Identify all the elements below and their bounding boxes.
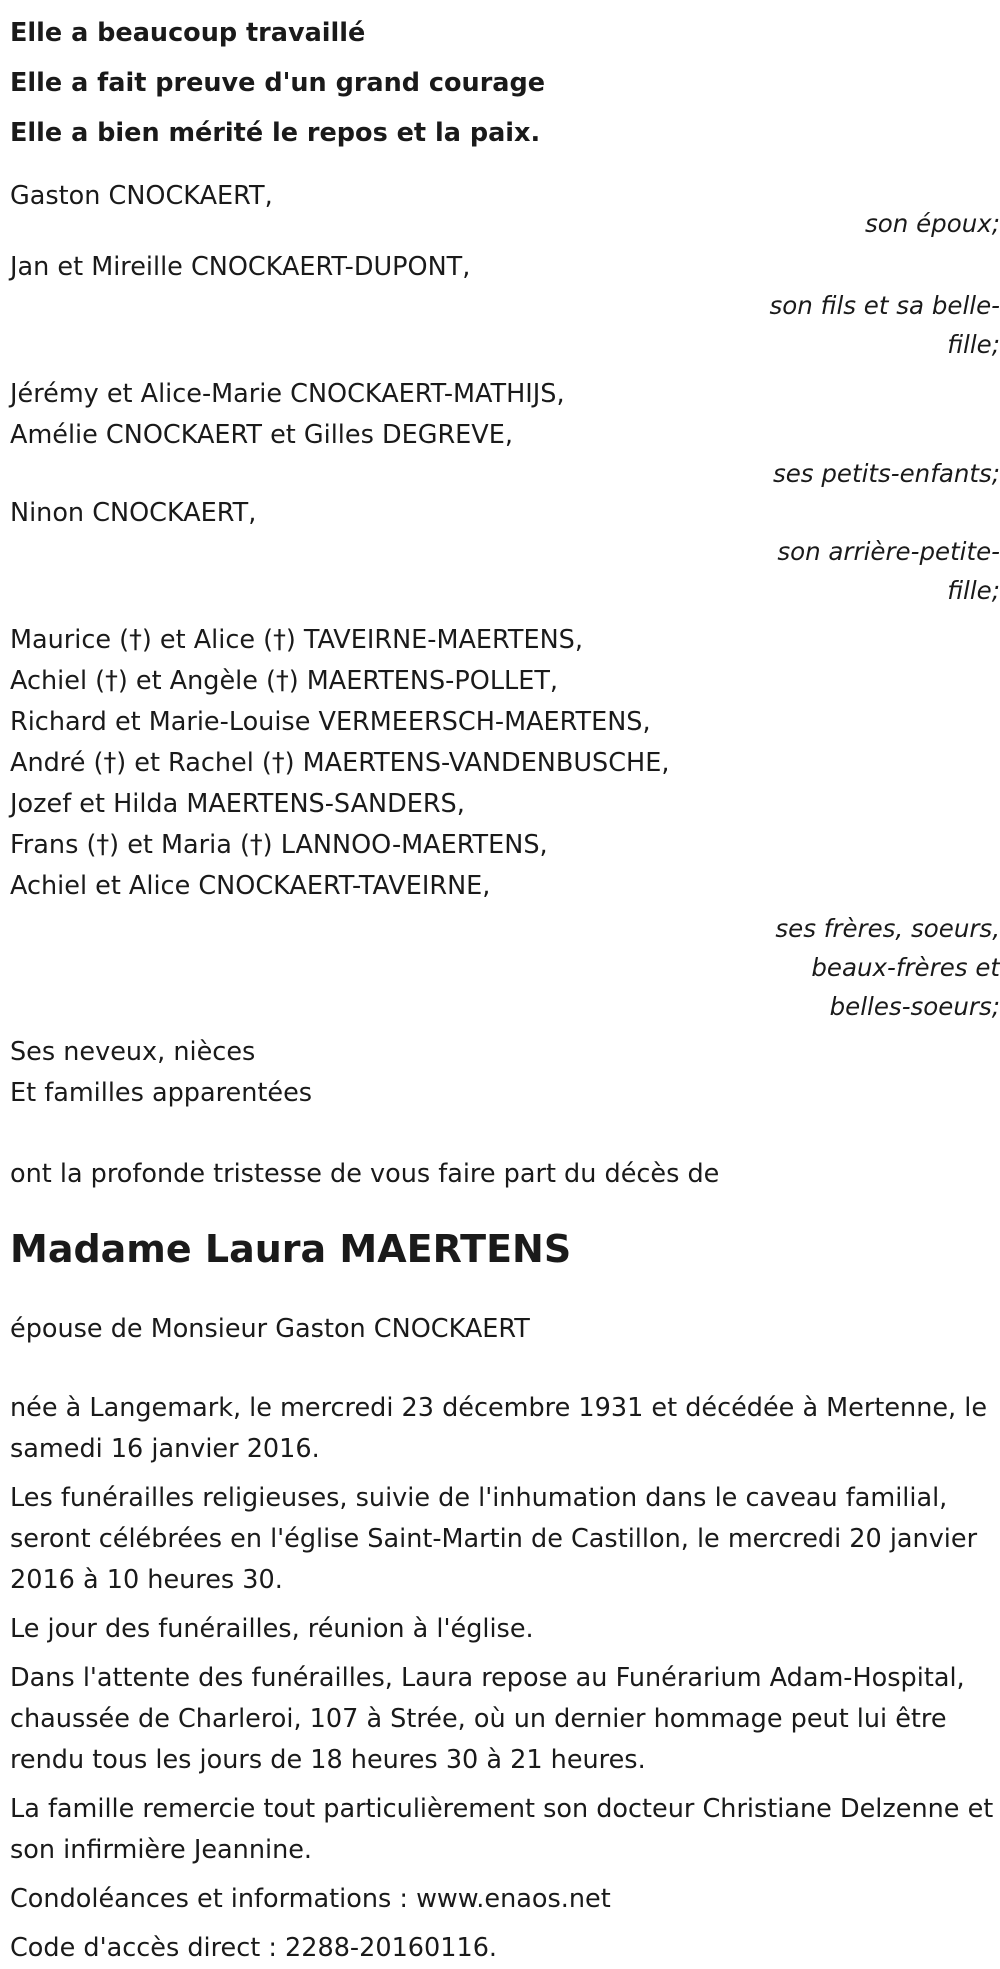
relation-label: ses petits-enfants; bbox=[772, 459, 1000, 488]
verse bbox=[10, 8, 1000, 158]
birth-death-paragraph: née à Langemark, le mercredi 23 décembre 1931 et décédée à Mertenne, le samedi 16 janvier 2016. bbox=[10, 1393, 988, 1464]
family-group-others bbox=[10, 1032, 1000, 1114]
family-name: Gaston CNOCKAERT, bbox=[10, 181, 273, 211]
relation-label: son époux; bbox=[865, 209, 1000, 238]
relation-label: ses frères, soeurs, beaux-frères et belles-soeurs; bbox=[775, 914, 1000, 1021]
funeral-details bbox=[10, 1388, 1000, 1969]
family-name: Achiel et Alice CNOCKAERT-TAVEIRNE, bbox=[10, 871, 491, 901]
obituary-column bbox=[10, 8, 1000, 1969]
relation-label: son fils et sa belle-fille; bbox=[769, 291, 1000, 359]
family-name: Jan et Mireille CNOCKAERT-DUPONT, bbox=[10, 252, 471, 282]
access-code-paragraph: Code d'accès direct : 2288-20160116. bbox=[10, 1933, 498, 1963]
verse-line: Elle a bien mérité le repos et la paix. bbox=[10, 118, 541, 148]
family-group-great-grandchild bbox=[10, 493, 1000, 610]
spouse-line: épouse de Monsieur Gaston CNOCKAERT bbox=[10, 1314, 530, 1344]
family-name: Jozef et Hilda MAERTENS-SANDERS, bbox=[10, 789, 465, 819]
family-name: Et familles apparentées bbox=[10, 1078, 313, 1108]
family-group-spouse bbox=[10, 176, 1000, 243]
verse-line: Elle a beaucoup travaillé bbox=[10, 18, 366, 48]
family-group-son bbox=[10, 247, 1000, 364]
family-name: Amélie CNOCKAERT et Gilles DEGREVE, bbox=[10, 420, 513, 450]
family-name: André (†) et Rachel (†) MAERTENS-VANDENBUSCHE, bbox=[10, 748, 670, 778]
condolences-paragraph: Condoléances et informations : www.enaos.net bbox=[10, 1884, 611, 1914]
funeral-ceremony-paragraph: Les funérailles religieuses, suivie de l'inhumation dans le caveau familial, seront célébrées en l'église Saint-Martin de Castillon, le mercredi 20 janvier 2016 à 10 heures 30. bbox=[10, 1483, 978, 1595]
family-name: Frans (†) et Maria (†) LANNOO-MAERTENS, bbox=[10, 830, 548, 860]
family-name: Jérémy et Alice-Marie CNOCKAERT-MATHIJS, bbox=[10, 379, 565, 409]
deceased-name: Madame Laura MAERTENS bbox=[10, 1227, 572, 1271]
thanks-paragraph: La famille remercie tout particulièrement son docteur Christiane Delzenne et son infirmière Jeannine. bbox=[10, 1794, 994, 1865]
meeting-paragraph: Le jour des funérailles, réunion à l'église. bbox=[10, 1614, 534, 1644]
family-name: Ninon CNOCKAERT, bbox=[10, 498, 257, 528]
family-name: Achiel (†) et Angèle (†) MAERTENS-POLLET, bbox=[10, 666, 559, 696]
family-group-grandchildren bbox=[10, 374, 1000, 493]
family-name: Ses neveux, nièces bbox=[10, 1037, 256, 1067]
announcement-text: ont la profonde tristesse de vous faire part du décès de bbox=[10, 1159, 720, 1189]
family-group-siblings bbox=[10, 620, 1000, 1026]
family-name: Maurice (†) et Alice (†) TAVEIRNE-MAERTENS, bbox=[10, 625, 583, 655]
funerarium-paragraph: Dans l'attente des funérailles, Laura repose au Funérarium Adam-Hospital, chaussée de Charleroi, 107 à Strée, où un dernier hommage peut lui être rendu tous les jours de 18 heures 30 à 21 heures. bbox=[10, 1663, 965, 1775]
family-name: Richard et Marie-Louise VERMEERSCH-MAERTENS, bbox=[10, 707, 651, 737]
family-list bbox=[10, 176, 1000, 1114]
relation-label: son arrière-petite-fille; bbox=[777, 537, 1000, 605]
verse-line: Elle a fait preuve d'un grand courage bbox=[10, 68, 546, 98]
